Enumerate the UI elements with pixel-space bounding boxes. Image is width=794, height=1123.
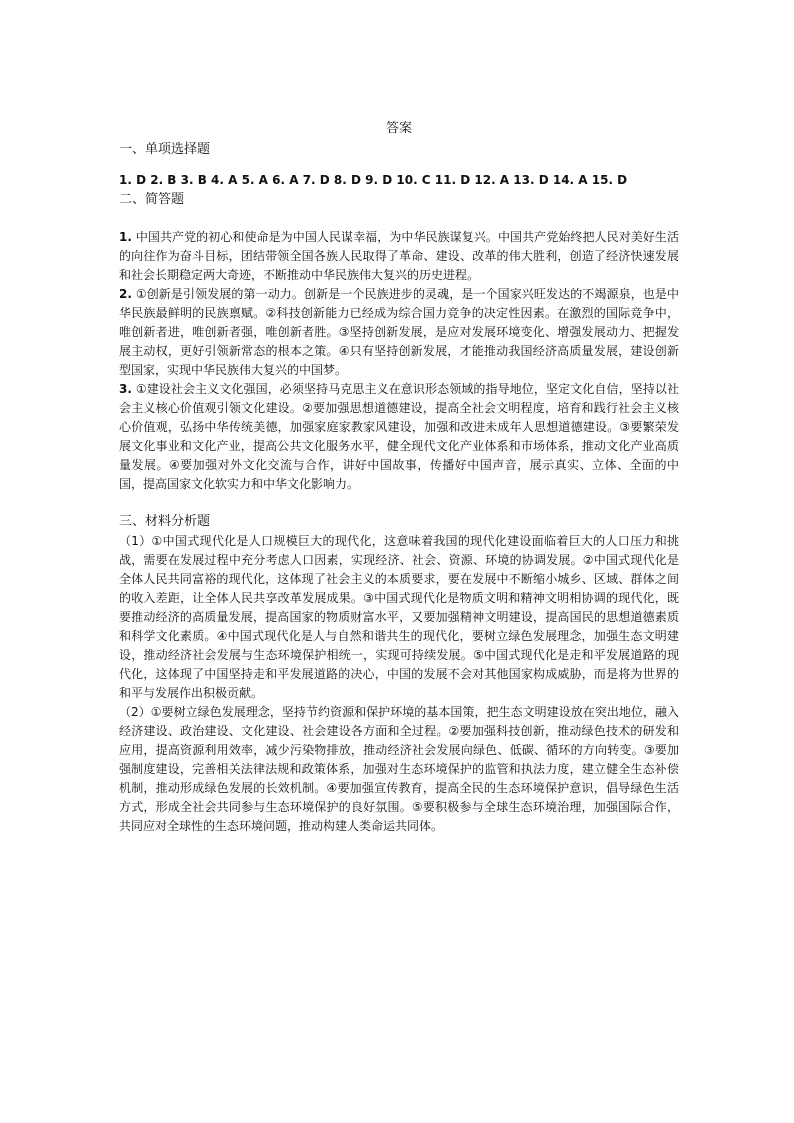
item-number: 3. <box>119 382 132 396</box>
item-text: ①创新是引领发展的第一动力。创新是一个民族进步的灵魂，是一个国家兴旺发达的不竭源泉，也是中华民族最鲜明的民族禀赋。②科技创新能力已经成为综合国力竞争的决定性因素。在激烈的国际竞争中，唯创新者进，唯创新者强，唯创新者胜。③坚持创新发展，是应对发展环境变化、增强发展动力、把握发展主动权，更好引领新常态的根本之策。④只有坚持创新发展，才能推动我国经济高质量发展，建设创新型国家，实现中华民族伟大复兴的中国梦。 <box>119 287 679 377</box>
item-number: 2. <box>119 287 132 301</box>
short-answer-item <box>119 285 679 380</box>
section-heading-short-answer: 二、简答题 <box>119 192 185 207</box>
spacer <box>119 210 679 228</box>
short-answer-item <box>119 228 679 285</box>
item-text: ①建设社会主义文化强国，必须坚持马克思主义在意识形态领域的指导地位，坚定文化自信，坚持以社会主义核心价值观引领文化建设。②要加强思想道德建设，提高全社会文明程度，培育和践行社会主义核心价值观，弘扬中华传统美德，加强家庭家教家风建设，加强和改进未成年人思想道德建设。③要繁荣发展文化事业和文化产业，提高公共文化服务水平，健全现代文化产业体系和市场体系，推动文化产业高质量发展。④要加强对外文化交流与合作，讲好中国故事，传播好中国声音，展示真实、立体、全面的中国，提高国家文化软实力和中华文化影响力。 <box>119 382 679 491</box>
item-number: 1. <box>119 230 132 244</box>
part-label: （1） <box>119 534 152 548</box>
short-answer-item <box>119 380 679 494</box>
part-label: （2） <box>119 705 151 719</box>
answer-sheet <box>119 120 679 836</box>
spacer <box>119 494 679 512</box>
item-text: 中国共产党的初心和使命是为中国人民谋幸福，为中华民族谋复兴。中国共产党始终把人民对美好生活的向往作为奋斗目标，团结带领全国各族人民取得了革命、建设、改革的伟大胜利，创造了经济快速发展和社会长期稳定两大奇迹，不断推动中华民族伟大复兴的历史进程。 <box>119 230 679 282</box>
analysis-part <box>119 703 679 836</box>
choice-answers: 1. D 2. B 3. B 4. A 5. A 6. A 7. D 8. D 9. D 10. C 11. D 12. A 13. D 14. A 15. D <box>119 173 628 187</box>
part-text: ①中国式现代化是人口规模巨大的现代化，这意味着我国的现代化建设面临着巨大的人口压力和挑战，需要在发展过程中充分考虑人口因素，实现经济、社会、资源、环境的协调发展。②中国式现代化是全体人民共同富裕的现代化，这体现了社会主义的本质要求，要在发展中不断缩小城乡、区域、群体之间的收入差距，让全体人民共享改革发展成果。③中国式现代化是物质文明和精神文明相协调的现代化，既要推动经济的高质量发展，提高国家的物质财富水平，又要加强精神文明建设，提高国民的思想道德素质和科学文化素质。④中国式现代化是人与自然和谐共生的现代化，要树立绿色发展理念，加强生态文明建设，推动经济社会发展与生态环境保护相统一，实现可持续发展。⑤中国式现代化是走和平发展道路的现代化，这体现了中国坚持走和平发展道路的决心，中国的发展不会对其他国家构成威胁，而是将为世界的和平与发展作出积极贡献。 <box>119 534 679 700</box>
section-heading-choice: 一、单项选择题 <box>119 142 211 157</box>
analysis-part <box>119 532 679 703</box>
part-text: ①要树立绿色发展理念，坚持节约资源和保护环境的基本国策，把生态文明建设放在突出地位，融入经济建设、政治建设、文化建设、社会建设各方面和全过程。②要加强科技创新，推动绿色技术的研发和应用，提高资源利用效率，减少污染物排放，推动经济社会发展向绿色、低碳、循环的方向转变。③要加强制度建设，完善相关法律法规和政策体系，加强对生态环境保护的监管和执法力度，建立健全生态补偿机制，推动形成绿色发展的长效机制。④要加强宣传教育，提高全民的生态环境保护意识，倡导绿色生活方式，形成全社会共同参与生态环境保护的良好氛围。⑤要积极参与全球生态环境治理，加强国际合作，共同应对全球性的生态环境问题，推动构建人类命运共同体。 <box>119 705 680 833</box>
section-heading-material-analysis: 三、材料分析题 <box>119 514 211 529</box>
page-title: 答案 <box>385 121 412 136</box>
